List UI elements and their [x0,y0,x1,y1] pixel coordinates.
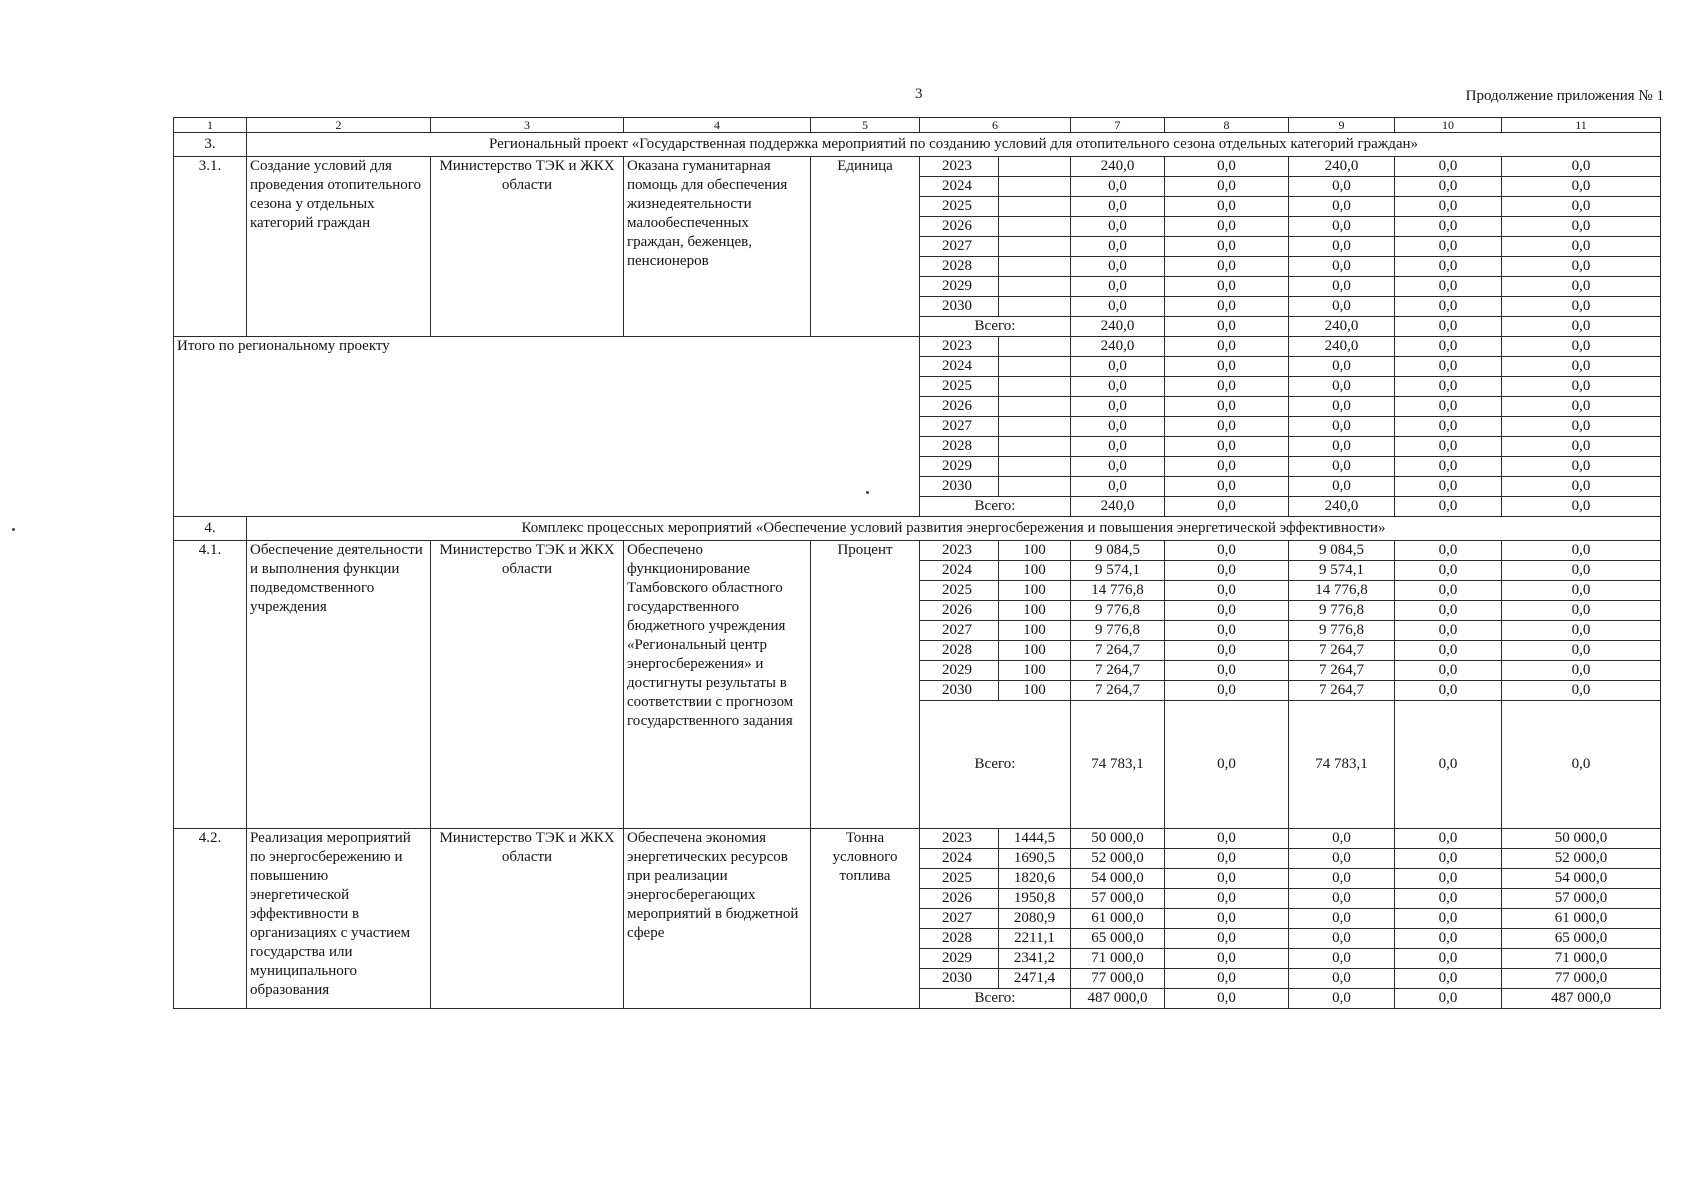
value-cell-v8: 0,0 [1165,541,1289,561]
value-cell-v9: 0,0 [1289,397,1395,417]
year-cell: 2024 [920,561,999,581]
value-cell-v10: 0,0 [1395,601,1502,621]
year-cell: 2026 [920,397,999,417]
value-cell-v11: 0,0 [1502,641,1661,661]
total-v7: 487 000,0 [1071,989,1165,1009]
value-cell-v10: 0,0 [1395,909,1502,929]
year-cell: 2027 [920,237,999,257]
column-number: 9 [1289,118,1395,133]
value-cell-v7: 7 264,7 [1071,661,1165,681]
value-cell-v11: 61 000,0 [1502,909,1661,929]
indicator-value: 2080,9 [999,909,1071,929]
year-cell: 2027 [920,621,999,641]
summary-label: Итого по региональному проекту [174,337,920,517]
value-cell-v9: 7 264,7 [1289,681,1395,701]
value-cell-v8: 0,0 [1165,601,1289,621]
value-cell-v7: 0,0 [1071,217,1165,237]
value-cell-v7: 7 264,7 [1071,641,1165,661]
value-cell-v9: 0,0 [1289,929,1395,949]
value-cell-v8: 0,0 [1165,829,1289,849]
value-cell-v8: 0,0 [1165,949,1289,969]
value-cell-v10: 0,0 [1395,641,1502,661]
total-label: Всего: [920,989,1071,1009]
total-v9: 0,0 [1289,989,1395,1009]
column-number: 2 [247,118,431,133]
indicator-value: 100 [999,641,1071,661]
value-cell-v7: 9 776,8 [1071,601,1165,621]
value-cell-v9: 9 776,8 [1289,621,1395,641]
column-number: 5 [811,118,920,133]
value-cell-v7: 0,0 [1071,237,1165,257]
indicator-value [999,177,1071,197]
indicator-value [999,257,1071,277]
indicator-value-empty [999,357,1071,377]
value-cell-v10: 0,0 [1395,337,1502,357]
indicator-value: 100 [999,681,1071,701]
value-cell-v8: 0,0 [1165,237,1289,257]
value-cell-v8: 0,0 [1165,217,1289,237]
table-row [174,517,1661,541]
value-cell-v11: 0,0 [1502,561,1661,581]
value-cell-v9: 0,0 [1289,829,1395,849]
value-cell-v11: 0,0 [1502,157,1661,177]
value-cell-v8: 0,0 [1165,457,1289,477]
indicator-value: 100 [999,621,1071,641]
value-cell-v8: 0,0 [1165,297,1289,317]
value-cell-v11: 0,0 [1502,437,1661,457]
value-cell-v9: 9 084,5 [1289,541,1395,561]
indicator-value [999,297,1071,317]
item-executor: Министерство ТЭК и ЖКХ области [431,541,624,829]
value-cell-v11: 0,0 [1502,477,1661,497]
value-cell-v8: 0,0 [1165,969,1289,989]
value-cell-v11: 0,0 [1502,661,1661,681]
value-cell-v8: 0,0 [1165,561,1289,581]
year-cell: 2025 [920,197,999,217]
column-number: 8 [1165,118,1289,133]
indicator-value: 1444,5 [999,829,1071,849]
value-cell-v8: 0,0 [1165,337,1289,357]
indicator-value: 100 [999,601,1071,621]
item-name: Реализация мероприятий по энергосбережению и повышению энергетической эффективности в организациях с участием государства или муниципального образования [247,829,431,1009]
total-v7: 74 783,1 [1071,701,1165,829]
year-cell: 2027 [920,909,999,929]
value-cell-v9: 0,0 [1289,217,1395,237]
total-v10: 0,0 [1395,989,1502,1009]
value-cell-v7: 9 776,8 [1071,621,1165,641]
value-cell-v7: 0,0 [1071,457,1165,477]
value-cell-v9: 0,0 [1289,949,1395,969]
value-cell-v7: 0,0 [1071,257,1165,277]
year-cell: 2025 [920,377,999,397]
value-cell-v8: 0,0 [1165,621,1289,641]
value-cell-v9: 0,0 [1289,909,1395,929]
value-cell-v11: 0,0 [1502,257,1661,277]
total-label: Всего: [920,317,1071,337]
value-cell-v10: 0,0 [1395,969,1502,989]
value-cell-v9: 7 264,7 [1289,641,1395,661]
value-cell-v9: 7 264,7 [1289,661,1395,681]
section-title: Региональный проект «Государственная поддержка мероприятий по созданию условий для отопительного сезона отдельных категорий граждан» [247,133,1661,157]
section-title: Комплекс процессных мероприятий «Обеспечение условий развития энергосбережения и повышения энергетической эффективности» [247,517,1661,541]
indicator-value [999,277,1071,297]
item-executor: Министерство ТЭК и ЖКХ области [431,157,624,337]
value-cell-v8: 0,0 [1165,849,1289,869]
value-cell-v10: 0,0 [1395,417,1502,437]
total-v7: 240,0 [1071,317,1165,337]
value-cell-v10: 0,0 [1395,277,1502,297]
total-v10: 0,0 [1395,497,1502,517]
value-cell-v7: 240,0 [1071,157,1165,177]
value-cell-v9: 240,0 [1289,157,1395,177]
value-cell-v7: 77 000,0 [1071,969,1165,989]
total-v11: 487 000,0 [1502,989,1661,1009]
year-cell: 2024 [920,849,999,869]
column-number: 1 [174,118,247,133]
value-cell-v9: 0,0 [1289,417,1395,437]
section-number: 4. [174,517,247,541]
value-cell-v8: 0,0 [1165,177,1289,197]
total-label: Всего: [920,497,1071,517]
value-cell-v9: 0,0 [1289,869,1395,889]
value-cell-v9: 0,0 [1289,849,1395,869]
year-cell: 2030 [920,477,999,497]
column-number: 3 [431,118,624,133]
value-cell-v9: 0,0 [1289,297,1395,317]
value-cell-v8: 0,0 [1165,681,1289,701]
value-cell-v8: 0,0 [1165,377,1289,397]
indicator-value [999,237,1071,257]
value-cell-v9: 0,0 [1289,237,1395,257]
value-cell-v10: 0,0 [1395,197,1502,217]
indicator-value-empty [999,397,1071,417]
value-cell-v10: 0,0 [1395,581,1502,601]
total-v8: 0,0 [1165,317,1289,337]
year-cell: 2028 [920,929,999,949]
indicator-value-empty [999,337,1071,357]
value-cell-v7: 57 000,0 [1071,889,1165,909]
value-cell-v10: 0,0 [1395,257,1502,277]
value-cell-v8: 0,0 [1165,277,1289,297]
total-v10: 0,0 [1395,317,1502,337]
indicator-value [999,157,1071,177]
indicator-value: 100 [999,661,1071,681]
year-cell: 2026 [920,889,999,909]
year-cell: 2028 [920,257,999,277]
value-cell-v9: 9 574,1 [1289,561,1395,581]
indicator-value-empty [999,437,1071,457]
value-cell-v8: 0,0 [1165,477,1289,497]
value-cell-v10: 0,0 [1395,621,1502,641]
value-cell-v8: 0,0 [1165,197,1289,217]
indicator-value: 2471,4 [999,969,1071,989]
indicator-value-empty [999,417,1071,437]
year-cell: 2029 [920,457,999,477]
value-cell-v8: 0,0 [1165,889,1289,909]
value-cell-v7: 71 000,0 [1071,949,1165,969]
page-number: 3 [915,86,923,102]
value-cell-v8: 0,0 [1165,257,1289,277]
value-cell-v11: 0,0 [1502,237,1661,257]
value-cell-v9: 0,0 [1289,277,1395,297]
year-cell: 2030 [920,297,999,317]
item-number: 3.1. [174,157,247,337]
value-cell-v9: 0,0 [1289,197,1395,217]
column-number: 6 [920,118,1071,133]
value-cell-v7: 54 000,0 [1071,869,1165,889]
item-number: 4.1. [174,541,247,829]
value-cell-v8: 0,0 [1165,909,1289,929]
value-cell-v10: 0,0 [1395,357,1502,377]
value-cell-v7: 50 000,0 [1071,829,1165,849]
appendix-note: Продолжение приложения № 1 [1465,88,1664,104]
year-cell: 2029 [920,277,999,297]
value-cell-v7: 0,0 [1071,417,1165,437]
year-cell: 2027 [920,417,999,437]
section-number: 3. [174,133,247,157]
value-cell-v9: 0,0 [1289,357,1395,377]
value-cell-v7: 240,0 [1071,337,1165,357]
value-cell-v11: 0,0 [1502,417,1661,437]
total-v11: 0,0 [1502,317,1661,337]
value-cell-v7: 0,0 [1071,177,1165,197]
value-cell-v10: 0,0 [1395,457,1502,477]
year-cell: 2026 [920,217,999,237]
value-cell-v10: 0,0 [1395,477,1502,497]
item-unit: Единица [811,157,920,337]
value-cell-v10: 0,0 [1395,377,1502,397]
year-cell: 2025 [920,869,999,889]
value-cell-v7: 7 264,7 [1071,681,1165,701]
value-cell-v7: 0,0 [1071,437,1165,457]
value-cell-v9: 0,0 [1289,457,1395,477]
table-row [174,337,1661,357]
indicator-value: 2211,1 [999,929,1071,949]
total-v9: 240,0 [1289,497,1395,517]
value-cell-v11: 57 000,0 [1502,889,1661,909]
total-label: Всего: [920,701,1071,829]
value-cell-v8: 0,0 [1165,397,1289,417]
value-cell-v8: 0,0 [1165,157,1289,177]
table-row [174,829,1661,849]
value-cell-v11: 0,0 [1502,681,1661,701]
value-cell-v10: 0,0 [1395,949,1502,969]
total-v9: 74 783,1 [1289,701,1395,829]
value-cell-v7: 0,0 [1071,197,1165,217]
value-cell-v8: 0,0 [1165,869,1289,889]
value-cell-v10: 0,0 [1395,157,1502,177]
value-cell-v10: 0,0 [1395,929,1502,949]
year-cell: 2030 [920,681,999,701]
item-unit: Тонна условного топлива [811,829,920,1009]
total-v8: 0,0 [1165,989,1289,1009]
value-cell-v7: 0,0 [1071,277,1165,297]
value-cell-v11: 71 000,0 [1502,949,1661,969]
year-cell: 2023 [920,337,999,357]
total-v10: 0,0 [1395,701,1502,829]
scan-speck [12,528,15,531]
value-cell-v9: 0,0 [1289,257,1395,277]
value-cell-v11: 0,0 [1502,357,1661,377]
value-cell-v11: 54 000,0 [1502,869,1661,889]
value-cell-v7: 0,0 [1071,477,1165,497]
item-name: Обеспечение деятельности и выполнения функции подведомственного учреждения [247,541,431,829]
value-cell-v7: 0,0 [1071,377,1165,397]
value-cell-v7: 61 000,0 [1071,909,1165,929]
indicator-value: 1820,6 [999,869,1071,889]
value-cell-v9: 240,0 [1289,337,1395,357]
total-v8: 0,0 [1165,497,1289,517]
total-v9: 240,0 [1289,317,1395,337]
year-cell: 2026 [920,601,999,621]
table-row [174,541,1661,561]
value-cell-v10: 0,0 [1395,561,1502,581]
table-row [174,133,1661,157]
year-cell: 2025 [920,581,999,601]
indicator-value: 1950,8 [999,889,1071,909]
item-executor: Министерство ТЭК и ЖКХ области [431,829,624,1009]
total-v11: 0,0 [1502,701,1661,829]
value-cell-v10: 0,0 [1395,889,1502,909]
column-number: 4 [624,118,811,133]
value-cell-v10: 0,0 [1395,237,1502,257]
value-cell-v11: 50 000,0 [1502,829,1661,849]
value-cell-v11: 0,0 [1502,621,1661,641]
value-cell-v7: 0,0 [1071,397,1165,417]
table-row [174,118,1661,133]
indicator-value: 100 [999,541,1071,561]
value-cell-v9: 0,0 [1289,177,1395,197]
year-cell: 2029 [920,661,999,681]
value-cell-v7: 0,0 [1071,357,1165,377]
value-cell-v9: 14 776,8 [1289,581,1395,601]
value-cell-v11: 0,0 [1502,397,1661,417]
value-cell-v11: 77 000,0 [1502,969,1661,989]
indicator-value [999,217,1071,237]
value-cell-v7: 9 084,5 [1071,541,1165,561]
column-number: 10 [1395,118,1502,133]
indicator-value-empty [999,377,1071,397]
value-cell-v10: 0,0 [1395,681,1502,701]
value-cell-v9: 0,0 [1289,377,1395,397]
year-cell: 2024 [920,357,999,377]
value-cell-v9: 0,0 [1289,477,1395,497]
value-cell-v11: 0,0 [1502,601,1661,621]
value-cell-v10: 0,0 [1395,541,1502,561]
value-cell-v10: 0,0 [1395,437,1502,457]
item-number: 4.2. [174,829,247,1009]
value-cell-v11: 0,0 [1502,581,1661,601]
value-cell-v7: 52 000,0 [1071,849,1165,869]
value-cell-v10: 0,0 [1395,397,1502,417]
item-name: Создание условий для проведения отопительного сезона у отдельных категорий граждан [247,157,431,337]
indicator-value [999,197,1071,217]
total-v11: 0,0 [1502,497,1661,517]
value-cell-v7: 14 776,8 [1071,581,1165,601]
table-row [174,157,1661,177]
value-cell-v10: 0,0 [1395,217,1502,237]
indicator-value: 100 [999,581,1071,601]
year-cell: 2023 [920,541,999,561]
indicator-value: 100 [999,561,1071,581]
value-cell-v10: 0,0 [1395,869,1502,889]
value-cell-v8: 0,0 [1165,929,1289,949]
value-cell-v11: 65 000,0 [1502,929,1661,949]
value-cell-v9: 9 776,8 [1289,601,1395,621]
year-cell: 2028 [920,437,999,457]
item-result: Оказана гуманитарная помощь для обеспечения жизнедеятельности малообеспеченных граждан, беженцев, пенсионеров [624,157,811,337]
value-cell-v11: 0,0 [1502,377,1661,397]
value-cell-v10: 0,0 [1395,661,1502,681]
value-cell-v8: 0,0 [1165,641,1289,661]
year-cell: 2029 [920,949,999,969]
value-cell-v11: 0,0 [1502,177,1661,197]
value-cell-v7: 65 000,0 [1071,929,1165,949]
indicator-value: 1690,5 [999,849,1071,869]
value-cell-v8: 0,0 [1165,581,1289,601]
item-result: Обеспечено функционирование Тамбовского областного государственного бюджетного учреждения «Региональный центр энергосбережения» и достигнуты результаты в соответствии с прогнозом государственного задания [624,541,811,829]
value-cell-v8: 0,0 [1165,357,1289,377]
item-unit: Процент [811,541,920,829]
value-cell-v9: 0,0 [1289,437,1395,457]
total-v8: 0,0 [1165,701,1289,829]
value-cell-v11: 0,0 [1502,337,1661,357]
value-cell-v11: 52 000,0 [1502,849,1661,869]
item-result: Обеспечена экономия энергетических ресурсов при реализации энергосберегающих мероприятий в бюджетной сфере [624,829,811,1009]
value-cell-v9: 0,0 [1289,889,1395,909]
value-cell-v11: 0,0 [1502,197,1661,217]
indicator-value: 2341,2 [999,949,1071,969]
column-number: 11 [1502,118,1661,133]
value-cell-v11: 0,0 [1502,541,1661,561]
program-table [173,117,1661,1009]
value-cell-v10: 0,0 [1395,829,1502,849]
value-cell-v7: 9 574,1 [1071,561,1165,581]
value-cell-v10: 0,0 [1395,177,1502,197]
indicator-value-empty [999,477,1071,497]
value-cell-v8: 0,0 [1165,661,1289,681]
value-cell-v9: 0,0 [1289,969,1395,989]
year-cell: 2023 [920,829,999,849]
indicator-value-empty [999,457,1071,477]
value-cell-v11: 0,0 [1502,297,1661,317]
total-v7: 240,0 [1071,497,1165,517]
value-cell-v10: 0,0 [1395,297,1502,317]
year-cell: 2024 [920,177,999,197]
value-cell-v11: 0,0 [1502,217,1661,237]
year-cell: 2028 [920,641,999,661]
column-number: 7 [1071,118,1165,133]
value-cell-v11: 0,0 [1502,457,1661,477]
value-cell-v11: 0,0 [1502,277,1661,297]
value-cell-v7: 0,0 [1071,297,1165,317]
year-cell: 2023 [920,157,999,177]
value-cell-v10: 0,0 [1395,849,1502,869]
value-cell-v8: 0,0 [1165,437,1289,457]
year-cell: 2030 [920,969,999,989]
value-cell-v8: 0,0 [1165,417,1289,437]
